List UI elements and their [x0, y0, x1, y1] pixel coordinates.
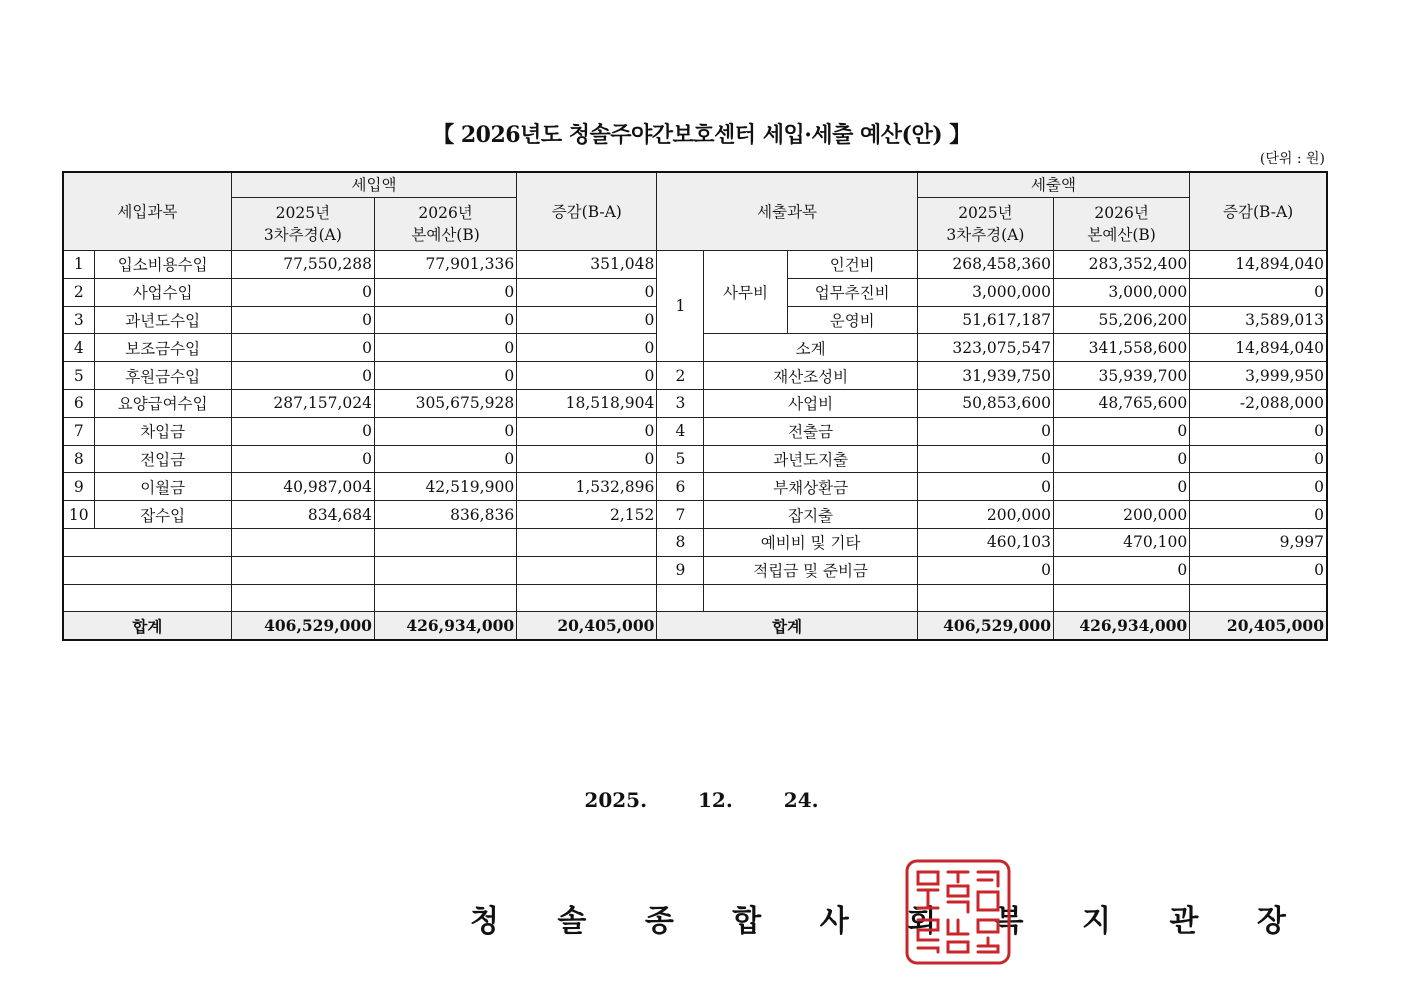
expense-diff: -2,088,000 [1190, 389, 1327, 417]
expense-diff: 0 [1190, 417, 1327, 445]
expense-col-a-header: 2025년 3차추경(A) [917, 198, 1053, 251]
expense-name: 인건비 [787, 251, 917, 279]
expense-total-b: 426,934,000 [1054, 612, 1190, 640]
expense-diff: 3,999,950 [1190, 362, 1327, 390]
official-seal-icon [904, 858, 1012, 966]
revenue-diff: 18,518,904 [517, 389, 657, 417]
revenue-no: 9 [63, 473, 94, 501]
revenue-no: 2 [63, 278, 94, 306]
revenue-name: 보조금수입 [94, 334, 231, 362]
expense-a: 50,853,600 [917, 389, 1053, 417]
revenue-col-a-header: 2025년 3차추경(A) [231, 198, 374, 251]
revenue-total-a: 406,529,000 [231, 612, 374, 640]
revenue-b: 0 [374, 417, 516, 445]
revenue-name: 전입금 [94, 445, 231, 473]
table-row [63, 389, 1327, 417]
expense-b: 0 [1054, 556, 1190, 584]
expense-subtotal-a: 323,075,547 [917, 334, 1053, 362]
revenue-no: 6 [63, 389, 94, 417]
expense-no: 1 [657, 251, 704, 362]
revenue-amount-header: 세입액 [231, 172, 516, 198]
table-row [63, 417, 1327, 445]
revenue-b: 0 [374, 334, 516, 362]
revenue-b: 0 [374, 445, 516, 473]
expense-no: 3 [657, 389, 704, 417]
empty-cell [374, 584, 516, 612]
revenue-name: 과년도수입 [94, 306, 231, 334]
expense-name: 사업비 [704, 389, 917, 417]
revenue-name: 이월금 [94, 473, 231, 501]
expense-b: 283,352,400 [1054, 251, 1190, 279]
table-row [63, 501, 1327, 529]
table-row [63, 556, 1327, 584]
signature-name: 청 솔 종 합 사 회 복 지 관 장 [470, 904, 1310, 939]
revenue-diff: 351,048 [517, 251, 657, 279]
revenue-diff: 0 [517, 278, 657, 306]
revenue-a: 0 [231, 306, 374, 334]
revenue-name: 요양급여수입 [94, 389, 231, 417]
revenue-diff: 0 [517, 362, 657, 390]
expense-total-a: 406,529,000 [917, 612, 1053, 640]
expense-a: 460,103 [917, 528, 1053, 556]
expense-a: 268,458,360 [917, 251, 1053, 279]
revenue-diff: 0 [517, 445, 657, 473]
expense-a: 0 [917, 417, 1053, 445]
empty-cell [63, 528, 231, 556]
expense-a: 0 [917, 556, 1053, 584]
expense-no: 7 [657, 501, 704, 529]
revenue-no: 5 [63, 362, 94, 390]
table-row [63, 362, 1327, 390]
revenue-name: 후원금수입 [94, 362, 231, 390]
revenue-name: 잡수입 [94, 501, 231, 529]
expense-b: 3,000,000 [1054, 278, 1190, 306]
table-row [63, 584, 1327, 612]
total-row [63, 612, 1327, 640]
expense-a: 0 [917, 445, 1053, 473]
empty-cell [63, 584, 231, 612]
expense-no: 5 [657, 445, 704, 473]
expense-name: 적립금 및 준비금 [704, 556, 917, 584]
empty-cell [517, 556, 657, 584]
empty-cell [63, 556, 231, 584]
expense-diff: 0 [1190, 473, 1327, 501]
expense-a: 51,617,187 [917, 306, 1053, 334]
empty-cell [704, 584, 917, 612]
expense-a: 0 [917, 473, 1053, 501]
expense-a: 31,939,750 [917, 362, 1053, 390]
expense-item-header: 세출과목 [657, 172, 917, 251]
expense-diff: 3,589,013 [1190, 306, 1327, 334]
expense-b: 0 [1054, 445, 1190, 473]
empty-cell [917, 584, 1053, 612]
expense-total-label: 합계 [657, 612, 917, 640]
revenue-name: 입소비용수입 [94, 251, 231, 279]
expense-diff: 9,997 [1190, 528, 1327, 556]
expense-b: 55,206,200 [1054, 306, 1190, 334]
document-title: 【 2026년도 청솔주야간보호센터 세입·세출 예산(안) 】 [432, 122, 971, 148]
expense-name: 재산조성비 [704, 362, 917, 390]
revenue-b: 42,519,900 [374, 473, 516, 501]
empty-cell [517, 528, 657, 556]
revenue-b: 0 [374, 362, 516, 390]
date-year: 2025. [584, 788, 648, 812]
expense-diff-header: 증감(B-A) [1190, 172, 1327, 251]
revenue-a: 0 [231, 417, 374, 445]
expense-diff: 0 [1190, 278, 1327, 306]
revenue-diff: 2,152 [517, 501, 657, 529]
empty-cell [1054, 584, 1190, 612]
expense-name: 잡지출 [704, 501, 917, 529]
expense-subtotal-b: 341,558,600 [1054, 334, 1190, 362]
document-date [0, 788, 1403, 812]
expense-b: 470,100 [1054, 528, 1190, 556]
revenue-b: 0 [374, 278, 516, 306]
empty-cell [374, 528, 516, 556]
table-row [63, 445, 1327, 473]
revenue-no: 4 [63, 334, 94, 362]
empty-cell [231, 528, 374, 556]
expense-no: 4 [657, 417, 704, 445]
revenue-a: 834,684 [231, 501, 374, 529]
expense-b: 35,939,700 [1054, 362, 1190, 390]
revenue-total-diff: 20,405,000 [517, 612, 657, 640]
empty-cell [657, 584, 704, 612]
revenue-name: 차입금 [94, 417, 231, 445]
revenue-no: 3 [63, 306, 94, 334]
expense-total-diff: 20,405,000 [1190, 612, 1327, 640]
expense-no: 9 [657, 556, 704, 584]
revenue-b: 305,675,928 [374, 389, 516, 417]
expense-name: 전출금 [704, 417, 917, 445]
revenue-a: 0 [231, 278, 374, 306]
revenue-no: 8 [63, 445, 94, 473]
revenue-total-b: 426,934,000 [374, 612, 516, 640]
revenue-name: 사업수입 [94, 278, 231, 306]
revenue-col-b-header: 2026년 본예산(B) [374, 198, 516, 251]
revenue-total-label: 합계 [63, 612, 231, 640]
revenue-b: 836,836 [374, 501, 516, 529]
expense-diff: 0 [1190, 501, 1327, 529]
expense-b: 0 [1054, 417, 1190, 445]
table-row [63, 528, 1327, 556]
revenue-no: 1 [63, 251, 94, 279]
empty-cell [1190, 584, 1327, 612]
table-row [63, 473, 1327, 501]
empty-cell [231, 584, 374, 612]
expense-subtotal-label: 소계 [704, 334, 917, 362]
revenue-b: 77,901,336 [374, 251, 516, 279]
unit-label: (단위 : 원) [1259, 151, 1325, 167]
expense-diff: 14,894,040 [1190, 251, 1327, 279]
table-row [63, 251, 1327, 279]
expense-b: 200,000 [1054, 501, 1190, 529]
expense-name: 업무추진비 [787, 278, 917, 306]
expense-name: 예비비 및 기타 [704, 528, 917, 556]
expense-a: 200,000 [917, 501, 1053, 529]
revenue-diff: 0 [517, 334, 657, 362]
empty-cell [374, 556, 516, 584]
expense-b: 48,765,600 [1054, 389, 1190, 417]
expense-a: 3,000,000 [917, 278, 1053, 306]
budget-table [62, 171, 1328, 641]
expense-name: 부채상환금 [704, 473, 917, 501]
expense-no: 8 [657, 528, 704, 556]
expense-no: 2 [657, 362, 704, 390]
expense-col-b-header: 2026년 본예산(B) [1054, 198, 1190, 251]
revenue-a: 40,987,004 [231, 473, 374, 501]
revenue-a: 287,157,024 [231, 389, 374, 417]
expense-group: 사무비 [704, 251, 787, 334]
empty-cell [231, 556, 374, 584]
revenue-diff: 1,532,896 [517, 473, 657, 501]
expense-diff: 0 [1190, 556, 1327, 584]
revenue-no: 7 [63, 417, 94, 445]
date-month: 12. [698, 788, 733, 812]
revenue-a: 0 [231, 362, 374, 390]
date-day: 24. [783, 788, 819, 812]
revenue-diff: 0 [517, 417, 657, 445]
empty-cell [517, 584, 657, 612]
expense-diff: 0 [1190, 445, 1327, 473]
revenue-a: 0 [231, 445, 374, 473]
revenue-no: 10 [63, 501, 94, 529]
revenue-diff-header: 증감(B-A) [517, 172, 657, 251]
expense-subtotal-diff: 14,894,040 [1190, 334, 1327, 362]
revenue-item-header: 세입과목 [63, 172, 231, 251]
expense-no: 6 [657, 473, 704, 501]
expense-b: 0 [1054, 473, 1190, 501]
expense-name: 과년도지출 [704, 445, 917, 473]
expense-amount-header: 세출액 [917, 172, 1189, 198]
revenue-b: 0 [374, 306, 516, 334]
revenue-diff: 0 [517, 306, 657, 334]
expense-name: 운영비 [787, 306, 917, 334]
revenue-a: 77,550,288 [231, 251, 374, 279]
revenue-a: 0 [231, 334, 374, 362]
